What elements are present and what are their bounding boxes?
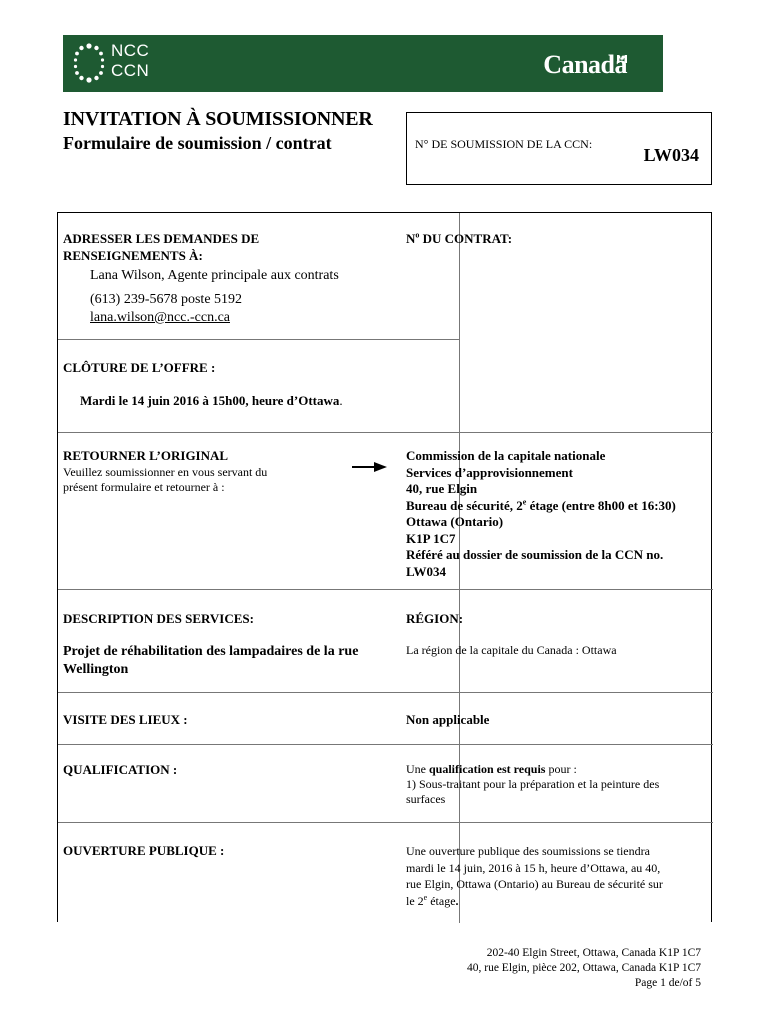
contract-label-prefix: N bbox=[406, 231, 416, 246]
footer-address-en: 202-40 Elgin Street, Ottawa, Canada K1P 1C7 bbox=[486, 947, 701, 959]
opening-line4-a: le 2 bbox=[406, 893, 424, 908]
header-banner bbox=[63, 35, 663, 92]
grid-divider-4 bbox=[58, 692, 713, 693]
site-visit-heading: VISITE DES LIEUX : bbox=[63, 712, 188, 727]
ncc-wordmark bbox=[111, 41, 149, 81]
grid-divider-2 bbox=[58, 432, 713, 433]
return-address-line3: 40, rue Elgin bbox=[406, 481, 478, 496]
return-address-line4 bbox=[406, 498, 676, 515]
canada-wordmark: Canadä bbox=[543, 50, 627, 79]
closing-heading: CLÔTURE DE L’OFFRE : bbox=[63, 360, 216, 375]
return-address-line7: Référé au dossier de soumission de la CCN no. bbox=[406, 547, 664, 562]
region-value: La région de la capitale du Canada : Ottawa bbox=[406, 643, 617, 657]
grid-divider-3 bbox=[58, 589, 713, 590]
closing-period: . bbox=[339, 393, 343, 408]
return-address-line1: Commission de la capitale nationale bbox=[406, 448, 606, 463]
site-visit-value: Non applicable bbox=[406, 712, 490, 727]
qualification-line1 bbox=[406, 762, 659, 777]
opening-line2: mardi le 14 juin, 2016 à 15 h, heure d’Ottawa, au 40, bbox=[406, 860, 661, 875]
qualification-line1-c: pour : bbox=[545, 762, 577, 776]
services-heading: DESCRIPTION DES SERVICES: bbox=[63, 611, 254, 626]
page-subtitle: Formulaire de soumission / contrat bbox=[63, 133, 332, 153]
bid-number-label: N° DE SOUMISSION DE LA CCN: bbox=[415, 137, 593, 151]
contact-phone: (613) 239-5678 poste 5192 bbox=[90, 292, 243, 307]
return-address-line2: Services d’approvisionnement bbox=[406, 464, 573, 480]
contract-label-sup: o bbox=[415, 230, 420, 240]
contact-email-link[interactable]: lana.wilson@ncc.-ccn.ca bbox=[90, 310, 230, 325]
region-heading: RÉGION: bbox=[406, 611, 464, 626]
qualification-line2: 1) Sous-traitant pour la préparation et la peinture des bbox=[406, 777, 660, 791]
enquiries-heading bbox=[63, 231, 259, 264]
page-footer bbox=[467, 946, 701, 991]
closing-datetime-value: Mardi le 14 juin 2016 à 15h00, heure d’Ottawa bbox=[80, 393, 340, 408]
return-address-line4-a: Bureau de sécurité, 2 bbox=[406, 497, 523, 513]
opening-line4-c: . bbox=[455, 893, 459, 908]
footer-address-fr: 40, rue Elgin, pièce 202, Ottawa, Canada K1P 1C7 bbox=[467, 962, 701, 974]
page-number: Page 1 de/of 5 bbox=[634, 977, 701, 989]
contract-label-suffix: DU CONTRAT: bbox=[422, 231, 513, 246]
return-heading: RETOURNER L’ORIGINAL bbox=[63, 448, 229, 463]
opening-heading: OUVERTURE PUBLIQUE : bbox=[63, 843, 225, 858]
return-address-line4-b: étage (entre 8h00 et 16:30) bbox=[526, 497, 676, 513]
return-address-line5: Ottawa (Ontario) bbox=[406, 514, 504, 529]
contact-name: Lana Wilson, Agente principale aux contrats bbox=[90, 268, 339, 283]
contract-number-label bbox=[406, 231, 512, 248]
qualification-line3: surfaces bbox=[406, 792, 446, 806]
closing-datetime bbox=[80, 393, 343, 410]
qualification-text bbox=[406, 762, 659, 807]
grid-divider-6 bbox=[58, 822, 713, 823]
opening-line4-b: étage bbox=[427, 893, 456, 908]
opening-text bbox=[406, 843, 663, 909]
grid-divider-5 bbox=[58, 744, 713, 745]
bid-number-box bbox=[406, 112, 712, 185]
project-description-line1: Projet de réhabilitation des lampadaires de la rue bbox=[63, 644, 359, 659]
qualification-line1-a: Une bbox=[406, 762, 429, 776]
qualification-heading: QUALIFICATION : bbox=[63, 762, 178, 777]
project-description bbox=[63, 643, 358, 679]
project-description-line2: Wellington bbox=[63, 662, 129, 677]
return-address-line4-sup: e bbox=[522, 497, 527, 507]
ncc-line: NCC bbox=[111, 41, 150, 60]
qualification-required: qualification est requis bbox=[429, 762, 546, 776]
return-instructions bbox=[63, 465, 267, 495]
bid-number-value: LW034 bbox=[643, 145, 699, 165]
return-address-line8: LW034 bbox=[406, 563, 446, 579]
arrow-right-icon bbox=[352, 461, 388, 473]
page-title: INVITATION À SOUMISSIONNER bbox=[63, 108, 373, 130]
return-instructions-line2: présent formulaire et retourner à : bbox=[63, 480, 225, 494]
grid-divider-left-1 bbox=[58, 339, 459, 340]
enquiries-heading-line2: RENSEIGNEMENTS À: bbox=[63, 247, 203, 263]
return-address-line6: K1P 1C7 bbox=[406, 530, 456, 546]
opening-line1: Une ouverture publique des soumissions se tiendra bbox=[406, 844, 650, 858]
ncc-logo-icon bbox=[71, 41, 107, 85]
return-address bbox=[406, 448, 676, 580]
ccn-line: CCN bbox=[111, 61, 150, 80]
opening-line4-sup: e bbox=[423, 892, 428, 902]
opening-line4 bbox=[406, 893, 663, 910]
enquiries-heading-line1: ADRESSER LES DEMANDES DE bbox=[63, 231, 260, 246]
return-instructions-line1: Veuillez soumissionner en vous servant du bbox=[63, 465, 268, 479]
opening-line3: rue Elgin, Ottawa (Ontario) au Bureau de sécurité sur bbox=[406, 877, 663, 891]
